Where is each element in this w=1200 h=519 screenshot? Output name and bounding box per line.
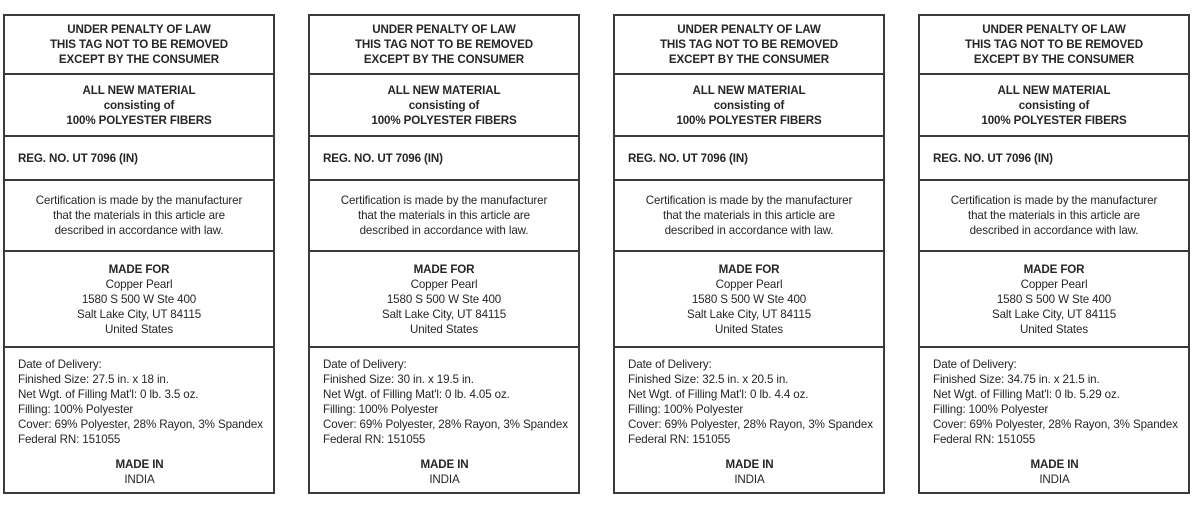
federal-rn: Federal RN: 151055 <box>18 433 121 446</box>
cover: Cover: 69% Polyester, 28% Rayon, 3% Spandex <box>18 418 263 431</box>
material-line: consisting of <box>1018 98 1090 112</box>
address-line: 1580 S 500 W Ste 400 <box>996 292 1112 306</box>
federal-rn: Federal RN: 151055 <box>628 433 731 446</box>
made-in-block <box>18 457 261 487</box>
certification-line: that the materials in this article are <box>662 209 835 222</box>
company-name: Copper Pearl <box>105 277 173 291</box>
details-section <box>310 348 578 492</box>
net-weight: Net Wgt. of Filling Mat'l: 0 lb. 4.05 oz. <box>323 388 510 401</box>
certification-line: that the materials in this article are <box>967 209 1140 222</box>
penalty-line: UNDER PENALTY OF LAW <box>982 23 1126 36</box>
material-line: 100% POLYESTER FIBERS <box>371 113 517 127</box>
certification-line: Certification is made by the manufacturer <box>35 194 243 207</box>
country-line: United States <box>104 322 174 336</box>
certification-line: that the materials in this article are <box>357 209 530 222</box>
details-section <box>920 348 1188 492</box>
filling: Filling: 100% Polyester <box>323 403 439 416</box>
certification-line: described in accordance with law. <box>664 224 834 237</box>
law-label-4 <box>918 14 1190 494</box>
made-in-block <box>323 457 566 487</box>
material-line: ALL NEW MATERIAL <box>387 83 501 97</box>
reg-number-section <box>615 137 883 181</box>
material-section <box>5 75 273 137</box>
city-line: Salt Lake City, UT 84115 <box>686 307 812 321</box>
certification-section <box>5 181 273 252</box>
federal-rn: Federal RN: 151055 <box>323 433 426 446</box>
certification-section <box>310 181 578 252</box>
penalty-line: THIS TAG NOT TO BE REMOVED <box>964 38 1144 51</box>
material-line: consisting of <box>408 98 480 112</box>
penalty-section <box>920 16 1188 75</box>
net-weight: Net Wgt. of Filling Mat'l: 0 lb. 4.4 oz. <box>628 388 809 401</box>
penalty-line: THIS TAG NOT TO BE REMOVED <box>354 38 534 51</box>
penalty-line: EXCEPT BY THE CONSUMER <box>58 53 220 66</box>
made-in-country: INDIA <box>1039 473 1070 486</box>
made-in-heading: MADE IN <box>1030 458 1079 471</box>
date-of-delivery: Date of Delivery: <box>18 358 102 371</box>
material-line: 100% POLYESTER FIBERS <box>676 113 822 127</box>
reg-number-section <box>920 137 1188 181</box>
material-line: ALL NEW MATERIAL <box>82 83 196 97</box>
certification-line: described in accordance with law. <box>54 224 224 237</box>
city-line: Salt Lake City, UT 84115 <box>76 307 202 321</box>
penalty-section <box>310 16 578 75</box>
penalty-line: UNDER PENALTY OF LAW <box>677 23 821 36</box>
penalty-line: UNDER PENALTY OF LAW <box>372 23 516 36</box>
made-for-heading: MADE FOR <box>413 262 475 276</box>
made-for-heading: MADE FOR <box>1023 262 1085 276</box>
labels-row <box>3 14 1190 494</box>
made-in-country: INDIA <box>124 473 155 486</box>
made-in-block <box>628 457 871 487</box>
certification-section <box>615 181 883 252</box>
made-for-section <box>5 252 273 348</box>
details-section <box>615 348 883 492</box>
city-line: Salt Lake City, UT 84115 <box>381 307 507 321</box>
address-line: 1580 S 500 W Ste 400 <box>81 292 197 306</box>
penalty-line: EXCEPT BY THE CONSUMER <box>973 53 1135 66</box>
reg-number: REG. NO. UT 7096 (IN) <box>628 151 748 165</box>
country-line: United States <box>409 322 479 336</box>
penalty-line: THIS TAG NOT TO BE REMOVED <box>49 38 229 51</box>
material-section <box>920 75 1188 137</box>
made-for-section <box>310 252 578 348</box>
made-in-heading: MADE IN <box>420 458 469 471</box>
company-name: Copper Pearl <box>410 277 478 291</box>
finished-size: Finished Size: 30 in. x 19.5 in. <box>323 373 474 386</box>
material-section <box>615 75 883 137</box>
finished-size: Finished Size: 27.5 in. x 18 in. <box>18 373 169 386</box>
law-label-1 <box>3 14 275 494</box>
address-line: 1580 S 500 W Ste 400 <box>691 292 807 306</box>
made-for-section <box>615 252 883 348</box>
country-line: United States <box>714 322 784 336</box>
certification-line: described in accordance with law. <box>969 224 1139 237</box>
country-line: United States <box>1019 322 1089 336</box>
made-for-heading: MADE FOR <box>108 262 170 276</box>
material-line: consisting of <box>103 98 175 112</box>
reg-number-section <box>5 137 273 181</box>
made-in-country: INDIA <box>734 473 765 486</box>
filling: Filling: 100% Polyester <box>628 403 744 416</box>
material-line: consisting of <box>713 98 785 112</box>
penalty-section <box>5 16 273 75</box>
material-line: ALL NEW MATERIAL <box>692 83 806 97</box>
federal-rn: Federal RN: 151055 <box>933 433 1036 446</box>
net-weight: Net Wgt. of Filling Mat'l: 0 lb. 3.5 oz. <box>18 388 199 401</box>
penalty-line: EXCEPT BY THE CONSUMER <box>363 53 525 66</box>
law-label-3 <box>613 14 885 494</box>
date-of-delivery: Date of Delivery: <box>323 358 407 371</box>
certification-section <box>920 181 1188 252</box>
made-in-country: INDIA <box>429 473 460 486</box>
penalty-line: UNDER PENALTY OF LAW <box>67 23 211 36</box>
city-line: Salt Lake City, UT 84115 <box>991 307 1117 321</box>
details-section <box>5 348 273 492</box>
penalty-line: THIS TAG NOT TO BE REMOVED <box>659 38 839 51</box>
made-in-heading: MADE IN <box>115 458 164 471</box>
certification-line: Certification is made by the manufacturer <box>340 194 548 207</box>
cover: Cover: 69% Polyester, 28% Rayon, 3% Spandex <box>933 418 1178 431</box>
net-weight: Net Wgt. of Filling Mat'l: 0 lb. 5.29 oz. <box>933 388 1120 401</box>
made-for-section <box>920 252 1188 348</box>
address-line: 1580 S 500 W Ste 400 <box>386 292 502 306</box>
certification-line: Certification is made by the manufacturer <box>950 194 1158 207</box>
made-in-heading: MADE IN <box>725 458 774 471</box>
penalty-line: EXCEPT BY THE CONSUMER <box>668 53 830 66</box>
date-of-delivery: Date of Delivery: <box>628 358 712 371</box>
cover: Cover: 69% Polyester, 28% Rayon, 3% Spandex <box>628 418 873 431</box>
certification-line: that the materials in this article are <box>52 209 225 222</box>
made-for-heading: MADE FOR <box>718 262 780 276</box>
finished-size: Finished Size: 32.5 in. x 20.5 in. <box>628 373 789 386</box>
filling: Filling: 100% Polyester <box>18 403 134 416</box>
finished-size: Finished Size: 34.75 in. x 21.5 in. <box>933 373 1100 386</box>
reg-number: REG. NO. UT 7096 (IN) <box>933 151 1053 165</box>
date-of-delivery: Date of Delivery: <box>933 358 1017 371</box>
law-label-2 <box>308 14 580 494</box>
reg-number: REG. NO. UT 7096 (IN) <box>18 151 138 165</box>
filling: Filling: 100% Polyester <box>933 403 1049 416</box>
material-section <box>310 75 578 137</box>
penalty-section <box>615 16 883 75</box>
company-name: Copper Pearl <box>715 277 783 291</box>
material-line: 100% POLYESTER FIBERS <box>66 113 212 127</box>
certification-line: Certification is made by the manufacturer <box>645 194 853 207</box>
material-line: 100% POLYESTER FIBERS <box>981 113 1127 127</box>
made-in-block <box>933 457 1176 487</box>
certification-line: described in accordance with law. <box>359 224 529 237</box>
material-line: ALL NEW MATERIAL <box>997 83 1111 97</box>
reg-number: REG. NO. UT 7096 (IN) <box>323 151 443 165</box>
reg-number-section <box>310 137 578 181</box>
company-name: Copper Pearl <box>1020 277 1088 291</box>
cover: Cover: 69% Polyester, 28% Rayon, 3% Spandex <box>323 418 568 431</box>
